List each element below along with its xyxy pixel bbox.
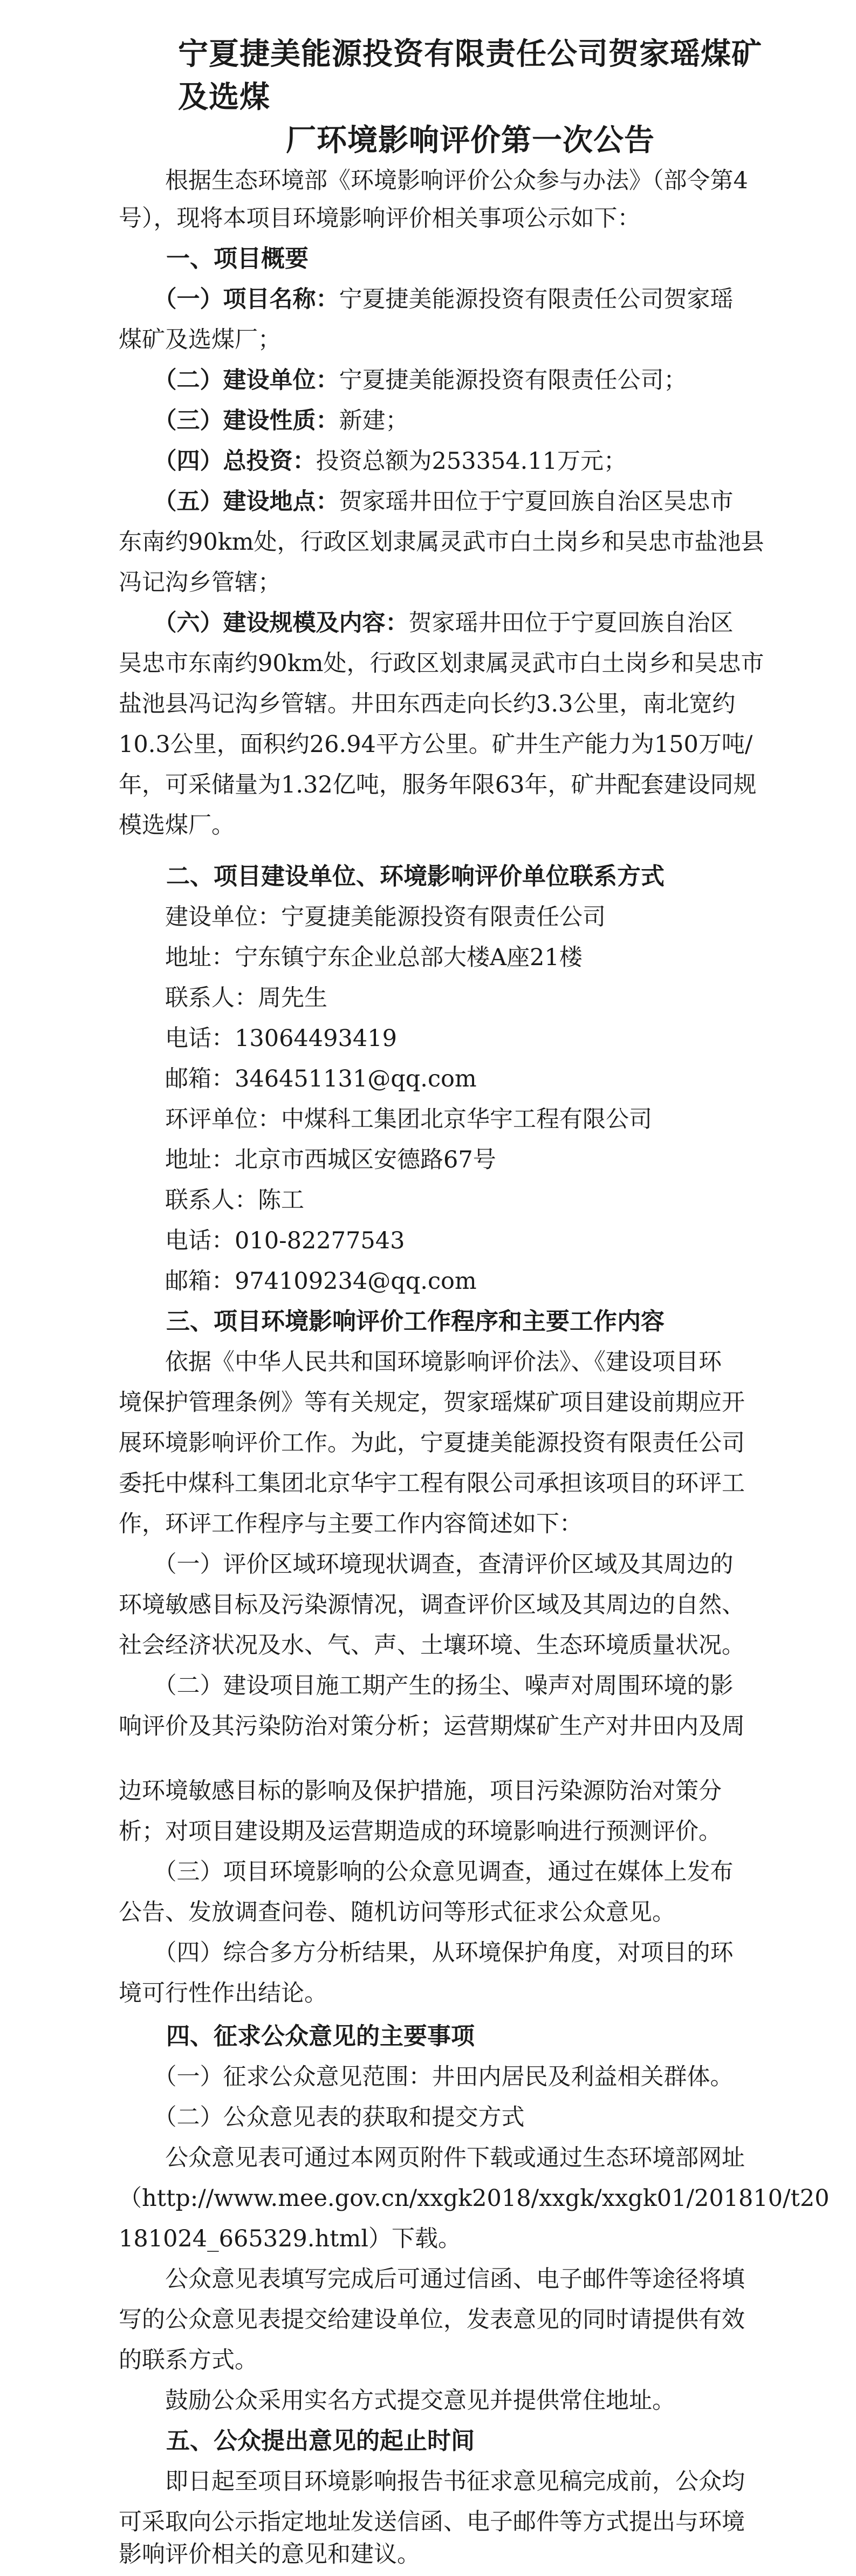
s1-item: 吴忠市东南约90km处，行政区划隶属灵武市白土岗乡和吴忠市 bbox=[119, 650, 764, 677]
body-line: 响评价及其污染防治对策分析；运营期煤矿生产对井田内及周 bbox=[119, 1713, 745, 1740]
body-line: （二）公众意见表的获取和提交方式 bbox=[119, 2104, 525, 2131]
contact-line: 环评单位：中煤科工集团北京华宇工程有限公司 bbox=[119, 1106, 652, 1133]
body-line: 展环境影响评价工作。为此，宁夏捷美能源投资有限责任公司 bbox=[119, 1430, 745, 1457]
body-line: 环境敏感目标及污染源情况，调查评价区域及其周边的自然、 bbox=[119, 1591, 745, 1618]
body-line: 依据《中华人民共和国环境影响评价法》、《建设项目环 bbox=[119, 1349, 722, 1376]
s1-item: （四）总投资：投资总额为253354.11万元； bbox=[119, 448, 627, 475]
body-line: 公众意见表填写完成后可通过信函、电子邮件等途径将填 bbox=[119, 2266, 745, 2293]
contact-line: 邮箱：346451131@qq.com bbox=[119, 1065, 477, 1092]
intro-line: 根据生态环境部《环境影响评价公众参与办法》（部令第4 bbox=[119, 167, 748, 194]
s1-item: 10.3公里，面积约26.94平方公里。矿井生产能力为150万吨/ bbox=[119, 731, 753, 758]
title-line-2: 厂环境影响评价第一次公告 bbox=[286, 122, 655, 158]
body-line: （二）建设项目施工期产生的扬尘、噪声对周围环境的影 bbox=[119, 1672, 734, 1699]
contact-line: 地址：宁东镇宁东企业总部大楼A座21楼 bbox=[119, 944, 583, 971]
body-line: 作，环评工作程序与主要工作内容简述如下： bbox=[119, 1511, 583, 1538]
body-line: 鼓励公众采用实名方式提交意见并提供常住地址。 bbox=[119, 2387, 675, 2414]
contact-line: 电话：010-82277543 bbox=[119, 1227, 405, 1254]
contact-line: 邮箱：974109234@qq.com bbox=[119, 1268, 477, 1295]
contact-line: 联系人：周先生 bbox=[119, 985, 327, 1012]
section-5-heading: 五、公众提出意见的起止时间 bbox=[119, 2427, 475, 2455]
body-line: 的联系方式。 bbox=[119, 2347, 258, 2374]
s1-item: （一）项目名称：宁夏捷美能源投资有限责任公司贺家瑶 bbox=[119, 286, 734, 313]
section-1-heading: 一、项目概要 bbox=[119, 245, 309, 272]
s1-item: 盐池县冯记沟乡管辖。井田东西走向长约3.3公里，南北宽约 bbox=[119, 691, 736, 718]
s1-item: 模选煤厂。 bbox=[119, 812, 235, 839]
body-line: 社会经济状况及水、气、声、土壤环境、生态环境质量状况。 bbox=[119, 1632, 745, 1659]
body-line: （一）评价区域环境现状调查，查清评价区域及其周边的 bbox=[119, 1551, 734, 1578]
s1-item: （三）建设性质：新建； bbox=[119, 407, 409, 434]
url-line: （http://www.mee.gov.cn/xxgk2018/xxgk/xxgk01/201810/t20 bbox=[119, 2185, 830, 2212]
body-line: （四）综合多方分析结果，从环境保护角度，对项目的环 bbox=[119, 1939, 734, 1966]
body-line: 公告、发放调查问卷、随机访问等形式征求公众意见。 bbox=[119, 1899, 675, 1926]
s1-item: （五）建设地点：贺家瑶井田位于宁夏回族自治区吴忠市 bbox=[119, 488, 734, 515]
body-line: 公众意见表可通过本网页附件下载或通过生态环境部网址 bbox=[119, 2144, 745, 2171]
s1-item: 年，可采储量为1.32亿吨，服务年限63年，矿井配套建设同规 bbox=[119, 771, 757, 798]
body-line: 即日起至项目环境影响报告书征求意见稿完成前，公众均 bbox=[119, 2468, 745, 2495]
s1-item: 东南约90km处，行政区划隶属灵武市白土岗乡和吴忠市盐池县 bbox=[119, 529, 764, 556]
s1-item: 煤矿及选煤厂； bbox=[119, 326, 281, 353]
body-line: 边环境敏感目标的影响及保护措施，项目污染源防治对策分 bbox=[119, 1778, 722, 1805]
url-line: 181024_665329.html）下载。 bbox=[119, 2225, 461, 2252]
body-line: 可采取向公示指定地址发送信函、电子邮件等方式提出与环境 bbox=[119, 2509, 745, 2536]
body-line: 影响评价相关的意见和建议。 bbox=[119, 2541, 420, 2568]
contact-line: 电话：13064493419 bbox=[119, 1025, 397, 1052]
s1-item: （二）建设单位：宁夏捷美能源投资有限责任公司； bbox=[119, 367, 687, 394]
body-line: 境可行性作出结论。 bbox=[119, 1980, 327, 2007]
s1-item: （六）建设规模及内容：贺家瑶井田位于宁夏回族自治区 bbox=[119, 610, 734, 637]
body-line: （三）项目环境影响的公众意见调查，通过在媒体上发布 bbox=[119, 1858, 734, 1885]
title-line-1: 宁夏捷美能源投资有限责任公司贺家瑶煤矿及选煤 bbox=[178, 36, 762, 115]
body-line: 委托中煤科工集团北京华宇工程有限公司承担该项目的环评工 bbox=[119, 1470, 745, 1497]
body-line: （一）征求公众意见范围：井田内居民及利益相关群体。 bbox=[119, 2063, 734, 2090]
contact-line: 地址：北京市西城区安德路67号 bbox=[119, 1146, 496, 1173]
section-3-heading: 三、项目环境影响评价工作程序和主要工作内容 bbox=[119, 1308, 665, 1335]
s1-item: 冯记沟乡管辖； bbox=[119, 569, 281, 596]
contact-line: 联系人：陈工 bbox=[119, 1187, 304, 1214]
contact-line: 建设单位：宁夏捷美能源投资有限责任公司 bbox=[119, 904, 606, 931]
body-line: 析；对项目建设期及运营期造成的环境影响进行预测评价。 bbox=[119, 1818, 722, 1845]
intro-line: 号），现将本项目环境影响评价相关事项公示如下： bbox=[119, 205, 641, 232]
section-2-heading: 二、项目建设单位、环境影响评价单位联系方式 bbox=[119, 863, 665, 890]
body-line: 境保护管理条例》等有关规定，贺家瑶煤矿项目建设前期应开 bbox=[119, 1389, 745, 1416]
section-4-heading: 四、征求公众意见的主要事项 bbox=[119, 2022, 475, 2050]
page-title bbox=[178, 32, 782, 162]
body-line: 写的公众意见表提交给建设单位，发表意见的同时请提供有效 bbox=[119, 2306, 745, 2333]
